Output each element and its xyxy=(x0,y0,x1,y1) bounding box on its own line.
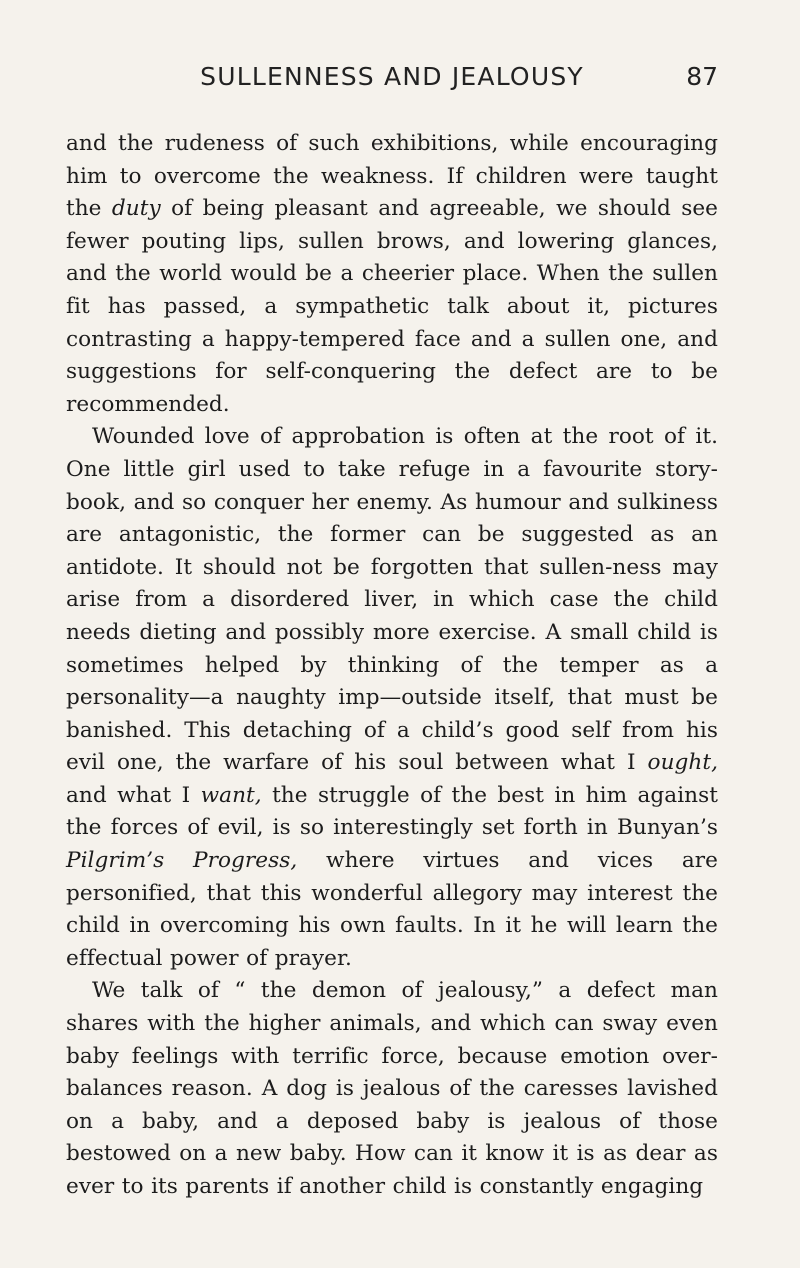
text-run: We talk of “ the demon of jealousy,” a defect man shares with the higher animals, and which can sway even baby feelings with terrific force, because emotion over-balances reason. A dog is jealous of the caresses lavished on a baby, and a deposed baby is jealous of those bestowed on a new baby. How can it know it is as dear as ever to its parents if another child is constantly engaging xyxy=(66,978,718,1199)
text-run: Wounded love of approbation is often at the root of it. One little girl used to take refuge in a favourite story-book, and so conquer her enemy. As humour and sulkiness are antagonistic, the former can be suggested as an antidote. It should not be forgotten that sullen-ness may arise from a disordered liver, in which case the child needs dieting and possibly more exercise. A small child is sometimes helped by thinking of the temper as a personality—a naughty imp—outside itself, that must be banished. This detaching of a child’s good self from his evil one, the warfare of his soul between what I xyxy=(66,424,718,776)
paragraph-1 xyxy=(66,128,718,421)
paragraph-3 xyxy=(66,975,718,1203)
text-run: where virtues and vices are personified, that this wonderful allegory may interest the child in overcoming his own faults. In it he will learn the effectual power of prayer. xyxy=(66,848,718,971)
italic-run: want, xyxy=(200,782,262,808)
page-number: 87 xyxy=(686,62,718,91)
book-page xyxy=(66,58,718,1204)
text-run: of being pleasant and agreeable, we should see fewer pouting lips, sullen brows, and lowering glances, and the world would be a cheerier place. When the sullen fit has passed, a sympathetic talk about it, pictures contrasting a happy-tempered face and a sullen one, and suggestions for self-conquering the defect are to be recommended. xyxy=(66,196,719,417)
text-run: and what I xyxy=(66,782,201,808)
running-head xyxy=(66,58,718,102)
italic-run: ought, xyxy=(647,750,718,776)
italic-run: Pilgrim’s Progress, xyxy=(66,848,298,874)
chapter-title: SULLENNESS AND JEALOUSY xyxy=(200,62,584,91)
paragraph-2 xyxy=(66,421,718,975)
text-run: and the rudeness of such exhibitions, while encouraging him to overcome the weakness. If children were taught the xyxy=(66,131,718,222)
body-text xyxy=(66,128,718,1204)
text-run: the struggle of the best in him against the forces of evil, is so interestingly set forth in Bunyan’s xyxy=(66,782,718,841)
italic-run: duty xyxy=(111,196,161,222)
